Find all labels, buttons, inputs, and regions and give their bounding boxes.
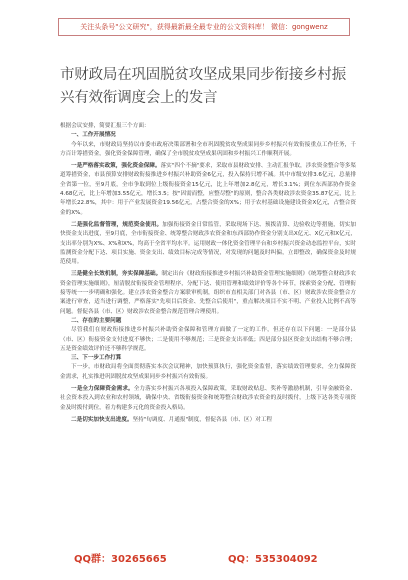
qq-group-text: QQ群：30265665: [74, 554, 167, 565]
section-heading-1: 一、工作开展情况: [71, 132, 116, 139]
paragraph-lead: 一是严格落实政策，强化资金保障。: [71, 163, 161, 170]
paragraph: 尽管我们在财政衔接推进乡村振兴补助资金保障和管理方面做了一定的工作，但还存在以下问题：一是部分县（市、区）衔接资金支付进度不够快；二是使用不够规范；三是资金支出率低；四是部分县区资金支出结构不够合理；五是资金绩效评价还不够科学规范。: [60, 327, 356, 352]
paragraph-text: 制定出台《财政衔接推进乡村振兴补助资金管理实施细则》《统筹整合财政涉农资金管理实施细则》，厘清脱贫衔接资金管理程序，分配下达、使用管理和绩效评价等各个环节，探索资金分配、管理衔接等统一一步明确和强化。建立涉农资金整合方案联审机制，组织市直相关部门对各县（市、区）财政涉农资金整合方案进行审查，适当进行调整，严格落实"先项目后资金、先整合后使用"，重点解决项目不实不明、产业投入比例不高等问题。督促各县（市、区）财政涉农资金整合规范管理合理使用。: [60, 271, 356, 315]
promo-banner: 关注头条号"公文研究"，获得最新最全最专业的公文资料库！ 微信：gongwenz: [58, 18, 350, 36]
paragraph: [60, 162, 356, 218]
document-title: 市财政局在巩固脱贫攻坚成果同步衔接乡村振兴有效衔调度会上的发言: [60, 67, 346, 106]
paragraph: 今年以来，市财政局坚持以市委市政府决策部署和全市巩固脱贫攻坚成果同步乡村振兴有效衔接重点工作任务，千方百计筹措资金，强化资金保障管理，确保了全市脱贫攻坚成果巩固和乡村振兴工作顺利开展。: [60, 141, 356, 157]
paragraph-text: 加强衔接资金日常监管，采取现场下达、预拨清算、边验收边等措施，切实加快资金支出进度，至9月底，全市衔接资金、统筹整合财政涉农资金和东西部协作资金分别支出X亿元、X亿元和X亿元，支出率分别为X%、X%和X%，均高于全省平均水平。运用财政一体化资金管理平台和乡村振兴资金动态监控平台，实时监测资金分配下达、项目实施、资金支出、绩效目标完成等情况，对发现的问题及时纠偏，立即整改，确保资金及时规范使用。: [60, 221, 356, 266]
paragraph-lead: 一是全力保障资金需求。: [71, 386, 134, 393]
document-body: [60, 122, 356, 425]
paragraph-text: 坚持"旬调度、月通报"制度，督促各县（市、区）对工程: [132, 416, 272, 423]
section-heading-2: 二、存在的主要问题: [71, 317, 122, 324]
paragraph: [60, 416, 356, 425]
paragraph: [60, 221, 356, 267]
qq-contact-text: QQ：535304092: [228, 554, 318, 565]
paragraph-lead: 三是健全长效机制，夯实保障基础。: [71, 271, 162, 278]
paragraph: [60, 385, 356, 413]
section-heading-3: 三、下一步工作打算: [71, 355, 122, 362]
paragraph-lead: 二是切实加快支出进度。: [71, 416, 133, 423]
paragraph-text: 全力落实乡村振兴各项投入保障政策，采取财政贴息、奖补等激励机制，引导金融资金、社会资本投入到农业和农村领域，确保中央、省级衔接资金和统筹整合财政涉农资金的及时拨付，上级下达各类专项资金及时拨付到位，着力构建多元化的资金投入格局。: [60, 386, 356, 411]
paragraph: [60, 270, 356, 316]
paragraph: 下一步，市财政局将全面贯彻落实本次会议精神，加快预算执行，强化资金监督，落实绩效管理要求，全力保障资金需求，扎实推进巩固脱贫攻坚成果同步乡村振兴有效衔接。: [60, 364, 356, 380]
intro-paragraph: 根据会议安排，简要汇报三个方面：: [60, 123, 150, 129]
paragraph-lead: 二是强化监督管理，规范资金使用。: [71, 221, 163, 228]
paragraph-text: 落实"四个不摘"要求，采取市县财政安排、主动汇报争取，涉农资金整合等多渠道筹措资金，市县预算安排财政衔接推进乡村振兴补助资金6亿元，投入保持只增不减。其中市级安排3.6亿元，总量排全省第一位，至9月底，全市争取到位上级衔接资金15亿元，比上年增加2.8亿元，增长3.1%；到位东西部协作资金4.68亿元，比上年增加3.55亿元，增长3.5；按"因需而整，应整尽整"的原则，整合各类财政涉农资金35.87亿元，比上年增长22.8%，其中：用于产业发展资金19.56亿元，占整合资金的X%；用于农村基础设施建设资金X亿元，占整合资金的X%。: [60, 163, 356, 216]
